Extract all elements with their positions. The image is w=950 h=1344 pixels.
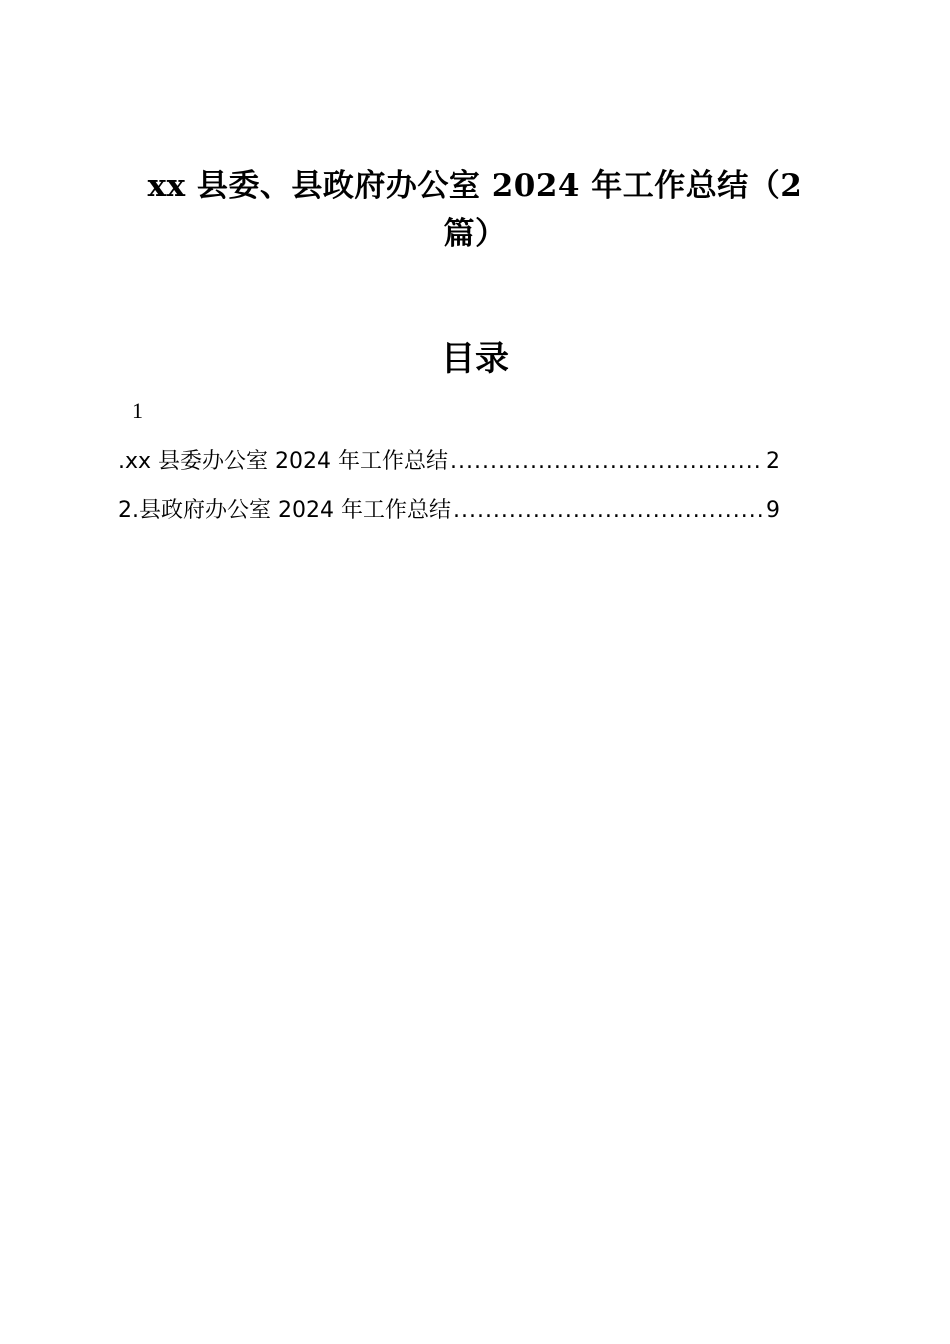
toc-entry-1[interactable] (118, 444, 780, 480)
document-title (120, 162, 830, 258)
toc-entry-title: .xx 县委办公室 2024 年工作总结 (118, 449, 449, 474)
table-of-contents (118, 444, 780, 542)
toc-entry-title: 2.县政府办公室 2024 年工作总结 (118, 498, 451, 523)
toc-dot-leader (453, 498, 764, 523)
toc-dot-leader (450, 449, 764, 474)
toc-heading: 目录 (441, 339, 509, 379)
toc-number: 1 (132, 398, 143, 423)
toc-entry-page-number: 2 (766, 449, 780, 474)
document-title-line-2: 篇） (443, 216, 507, 252)
toc-entry-page-number: 9 (766, 498, 780, 523)
document-title-line-1: xx 县委、县政府办公室 2024 年工作总结（2 (147, 168, 803, 204)
toc-entry-2[interactable] (118, 493, 780, 529)
